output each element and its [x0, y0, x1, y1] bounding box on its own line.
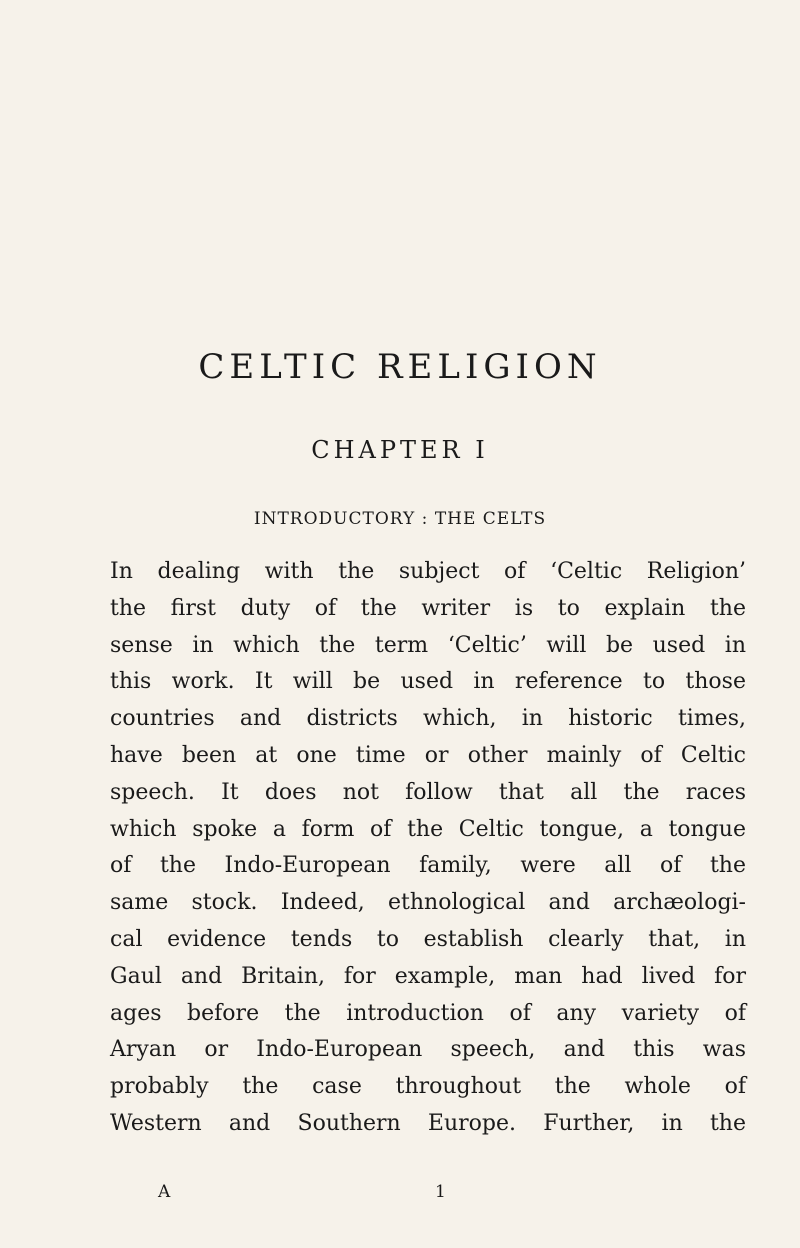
chapter-subtitle: INTRODUCTORY : THE CELTS: [253, 509, 547, 529]
body-text: [110, 554, 746, 1143]
text-line: Gaul and Britain, for example, man had lived for: [110, 963, 746, 989]
text-line: ages before the introduction of any variety of: [110, 1000, 746, 1026]
text-line: Western and Southern Europe. Further, in the: [110, 1110, 746, 1136]
text-line: speech. It does not follow that all the races: [110, 779, 746, 805]
book-title: CELTIC RELIGION: [198, 347, 602, 387]
text-line: the first duty of the writer is to explain the: [110, 595, 746, 621]
text-line: same stock. Indeed, ethnological and archæologi-: [110, 890, 746, 916]
text-line: Aryan or Indo-European speech, and this was: [110, 1037, 746, 1063]
page-number: 1: [435, 1182, 446, 1202]
text-line: In dealing with the subject of ‘Celtic Religion’: [110, 559, 746, 584]
text-line: cal evidence tends to establish clearly that, in: [110, 926, 746, 952]
text-line: have been at one time or other mainly of Celtic: [110, 742, 746, 768]
text-line: which spoke a form of the Celtic tongue, a tongue: [110, 816, 746, 842]
signature-mark: A: [158, 1182, 171, 1202]
text-line: sense in which the term ‘Celtic’ will be used in: [110, 632, 746, 658]
text-line: this work. It will be used in reference to those: [110, 669, 746, 695]
text-line: countries and districts which, in historic times,: [110, 706, 746, 732]
text-line: probably the case throughout the whole of: [110, 1074, 746, 1100]
chapter-label: CHAPTER I: [311, 436, 489, 464]
text-line: of the Indo-European family, were all of the: [110, 853, 746, 879]
